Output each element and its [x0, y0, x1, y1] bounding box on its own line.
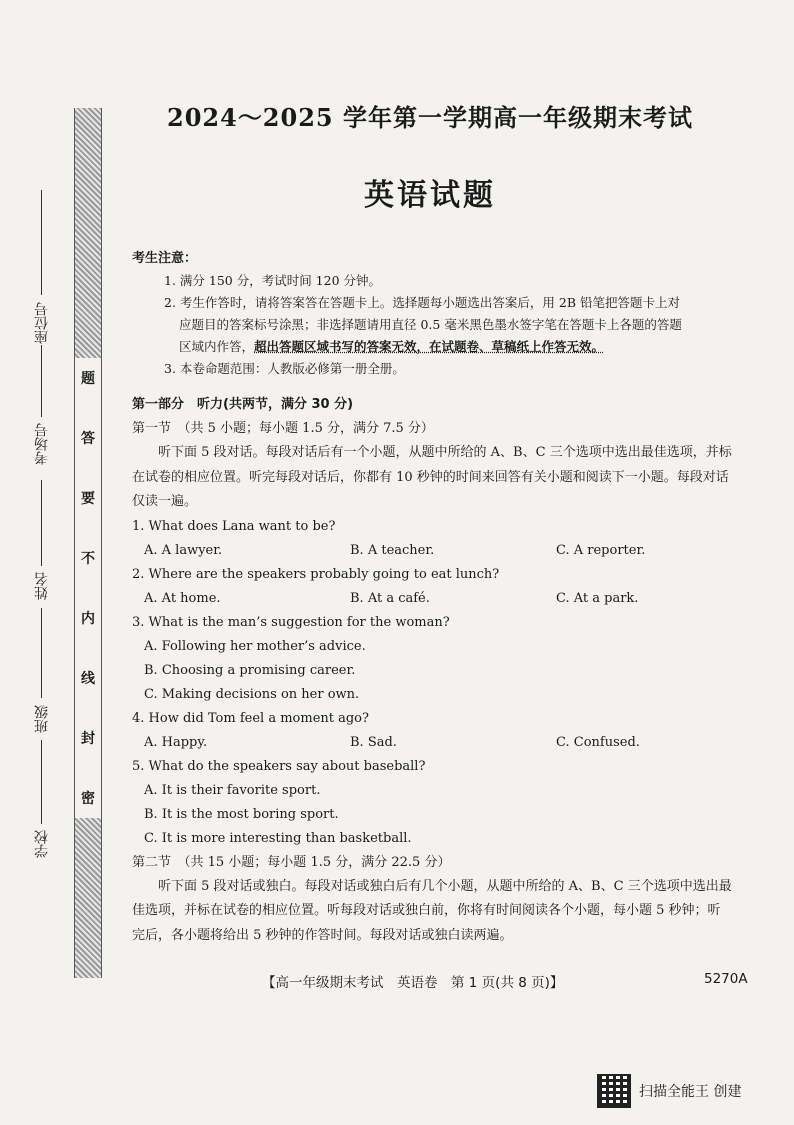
option-a: A. Following her mother’s advice. — [144, 638, 366, 654]
seal-char: 答 — [81, 431, 95, 447]
option-a: A. Happy. — [144, 734, 208, 750]
question-2 — [132, 563, 732, 611]
seal-char: 内 — [81, 611, 95, 627]
notice-item-1: 1. 满分 150 分，考试时间 120 分钟。 — [164, 273, 382, 288]
option-c: C. Confused. — [556, 734, 640, 750]
option-c: C. It is more interesting than basketball. — [144, 830, 412, 846]
question-text: 2. Where are the speakers probably going to eat lunch? — [132, 566, 500, 582]
scanner-watermark — [597, 1074, 741, 1108]
question-text: 5. What do the speakers say about baseball? — [132, 758, 426, 774]
option-c: C. A reporter. — [556, 542, 646, 558]
question-4 — [132, 707, 732, 755]
footer-code: 5270A — [704, 971, 748, 987]
section2-heading: 第二节 （共 15 小题；每小题 1.5 分，满分 22.5 分） — [132, 854, 451, 870]
qr-code-icon — [597, 1074, 631, 1108]
option-a: A. A lawyer. — [144, 542, 223, 558]
footer-page-info: 【高一年级期末考试 英语卷 第 1 页(共 8 页)】 — [262, 975, 564, 991]
notice-item-2: 2. 考生作答时，请将答案答在答题卡上。选择题每小题选出答案后，用 2B 铅笔把答题卡上对 — [164, 295, 680, 310]
question-1 — [132, 515, 732, 563]
seal-char: 封 — [81, 731, 95, 747]
notice-item-2-cont2 — [132, 336, 722, 358]
seal-char: 线 — [81, 671, 95, 687]
seal-char: 密 — [81, 791, 95, 807]
listening-part — [132, 393, 732, 948]
option-b: B. At a café. — [350, 590, 430, 606]
question-5 — [132, 755, 732, 851]
school-label: 学校 — [34, 830, 50, 858]
seal-char: 要 — [81, 491, 95, 507]
exam-title: 2024～2025 学年第一学期高一年级期末考试 — [167, 103, 693, 132]
seat-number-label: 座位号 — [34, 302, 50, 344]
notice-item-3: 3. 本卷命题范围：人教版必修第一册全册。 — [164, 361, 405, 376]
option-c: C. At a park. — [556, 590, 639, 606]
seal-char: 不 — [81, 551, 95, 567]
options-row — [132, 731, 732, 755]
option-b: B. Sad. — [350, 734, 397, 750]
name-label: 姓名 — [34, 572, 50, 600]
option-b: B. Choosing a promising career. — [144, 662, 356, 678]
question-text: 4. How did Tom feel a moment ago? — [132, 710, 369, 726]
notice-item-2-emphasis: 超出答题区域书写的答案无效，在试题卷、草稿纸上作答无效。 — [254, 339, 605, 354]
class-line — [41, 608, 42, 698]
question-text: 1. What does Lana want to be? — [132, 518, 336, 534]
exam-subtitle: 英语试题 — [364, 178, 496, 213]
option-b: B. A teacher. — [350, 542, 435, 558]
section1-instructions: 听下面 5 段对话。每段对话后有一个小题，从题中所给的 A、B、C 三个选项中选出最佳选项，并标在试卷的相应位置。听完每段对话后，你都有 10 秒钟的时间来回答有关小题和阅读下一小题。每段对话仅读一遍。 — [132, 445, 732, 509]
option-b: B. It is the most boring sport. — [144, 806, 339, 822]
option-a: A. It is their favorite sport. — [144, 782, 321, 798]
school-line — [41, 740, 42, 824]
section1-heading: 第一节 （共 5 小题；每小题 1.5 分，满分 7.5 分） — [132, 421, 434, 436]
class-label: 班级 — [34, 705, 50, 733]
question-3 — [132, 611, 732, 707]
notice-heading: 考生注意： — [132, 251, 198, 266]
binding-margin — [74, 108, 102, 978]
option-c: C. Making decisions on her own. — [144, 686, 360, 702]
part1-heading: 第一部分 听力(共两节，满分 30 分) — [132, 397, 354, 412]
scanner-watermark-text: 扫描全能王 创建 — [639, 1084, 742, 1100]
seal-line-text — [75, 358, 101, 818]
exam-room-label: 考场号 — [34, 423, 50, 465]
name-line — [41, 480, 42, 566]
notice-item-2-prefix: 区域内作答， — [179, 339, 255, 354]
notice-item-2-cont: 应题目的答案标号涂黑；非选择题请用直径 0.5 毫米黑色墨水签字笔在答题卡上各题的答题 — [179, 317, 682, 332]
seat-number-line — [41, 190, 42, 295]
section2-instructions: 听下面 5 段对话或独白。每段对话或独白后有几个小题，从题中所给的 A、B、C 三个选项中选出最佳选项，并标在试卷的相应位置。听每段对话或独白前，你将有时间阅读各个小题，每小题 5 秒钟；听完后，各小题将给出 5 秒钟的作答时间。每段对话或独白读两遍。 — [132, 878, 732, 943]
options-row — [132, 587, 732, 611]
option-a: A. At home. — [144, 590, 221, 606]
question-text: 3. What is the man’s suggestion for the woman? — [132, 614, 450, 630]
exam-room-line — [41, 345, 42, 417]
candidate-notice — [132, 248, 722, 380]
options-row — [132, 539, 732, 563]
seal-char: 题 — [81, 371, 95, 387]
